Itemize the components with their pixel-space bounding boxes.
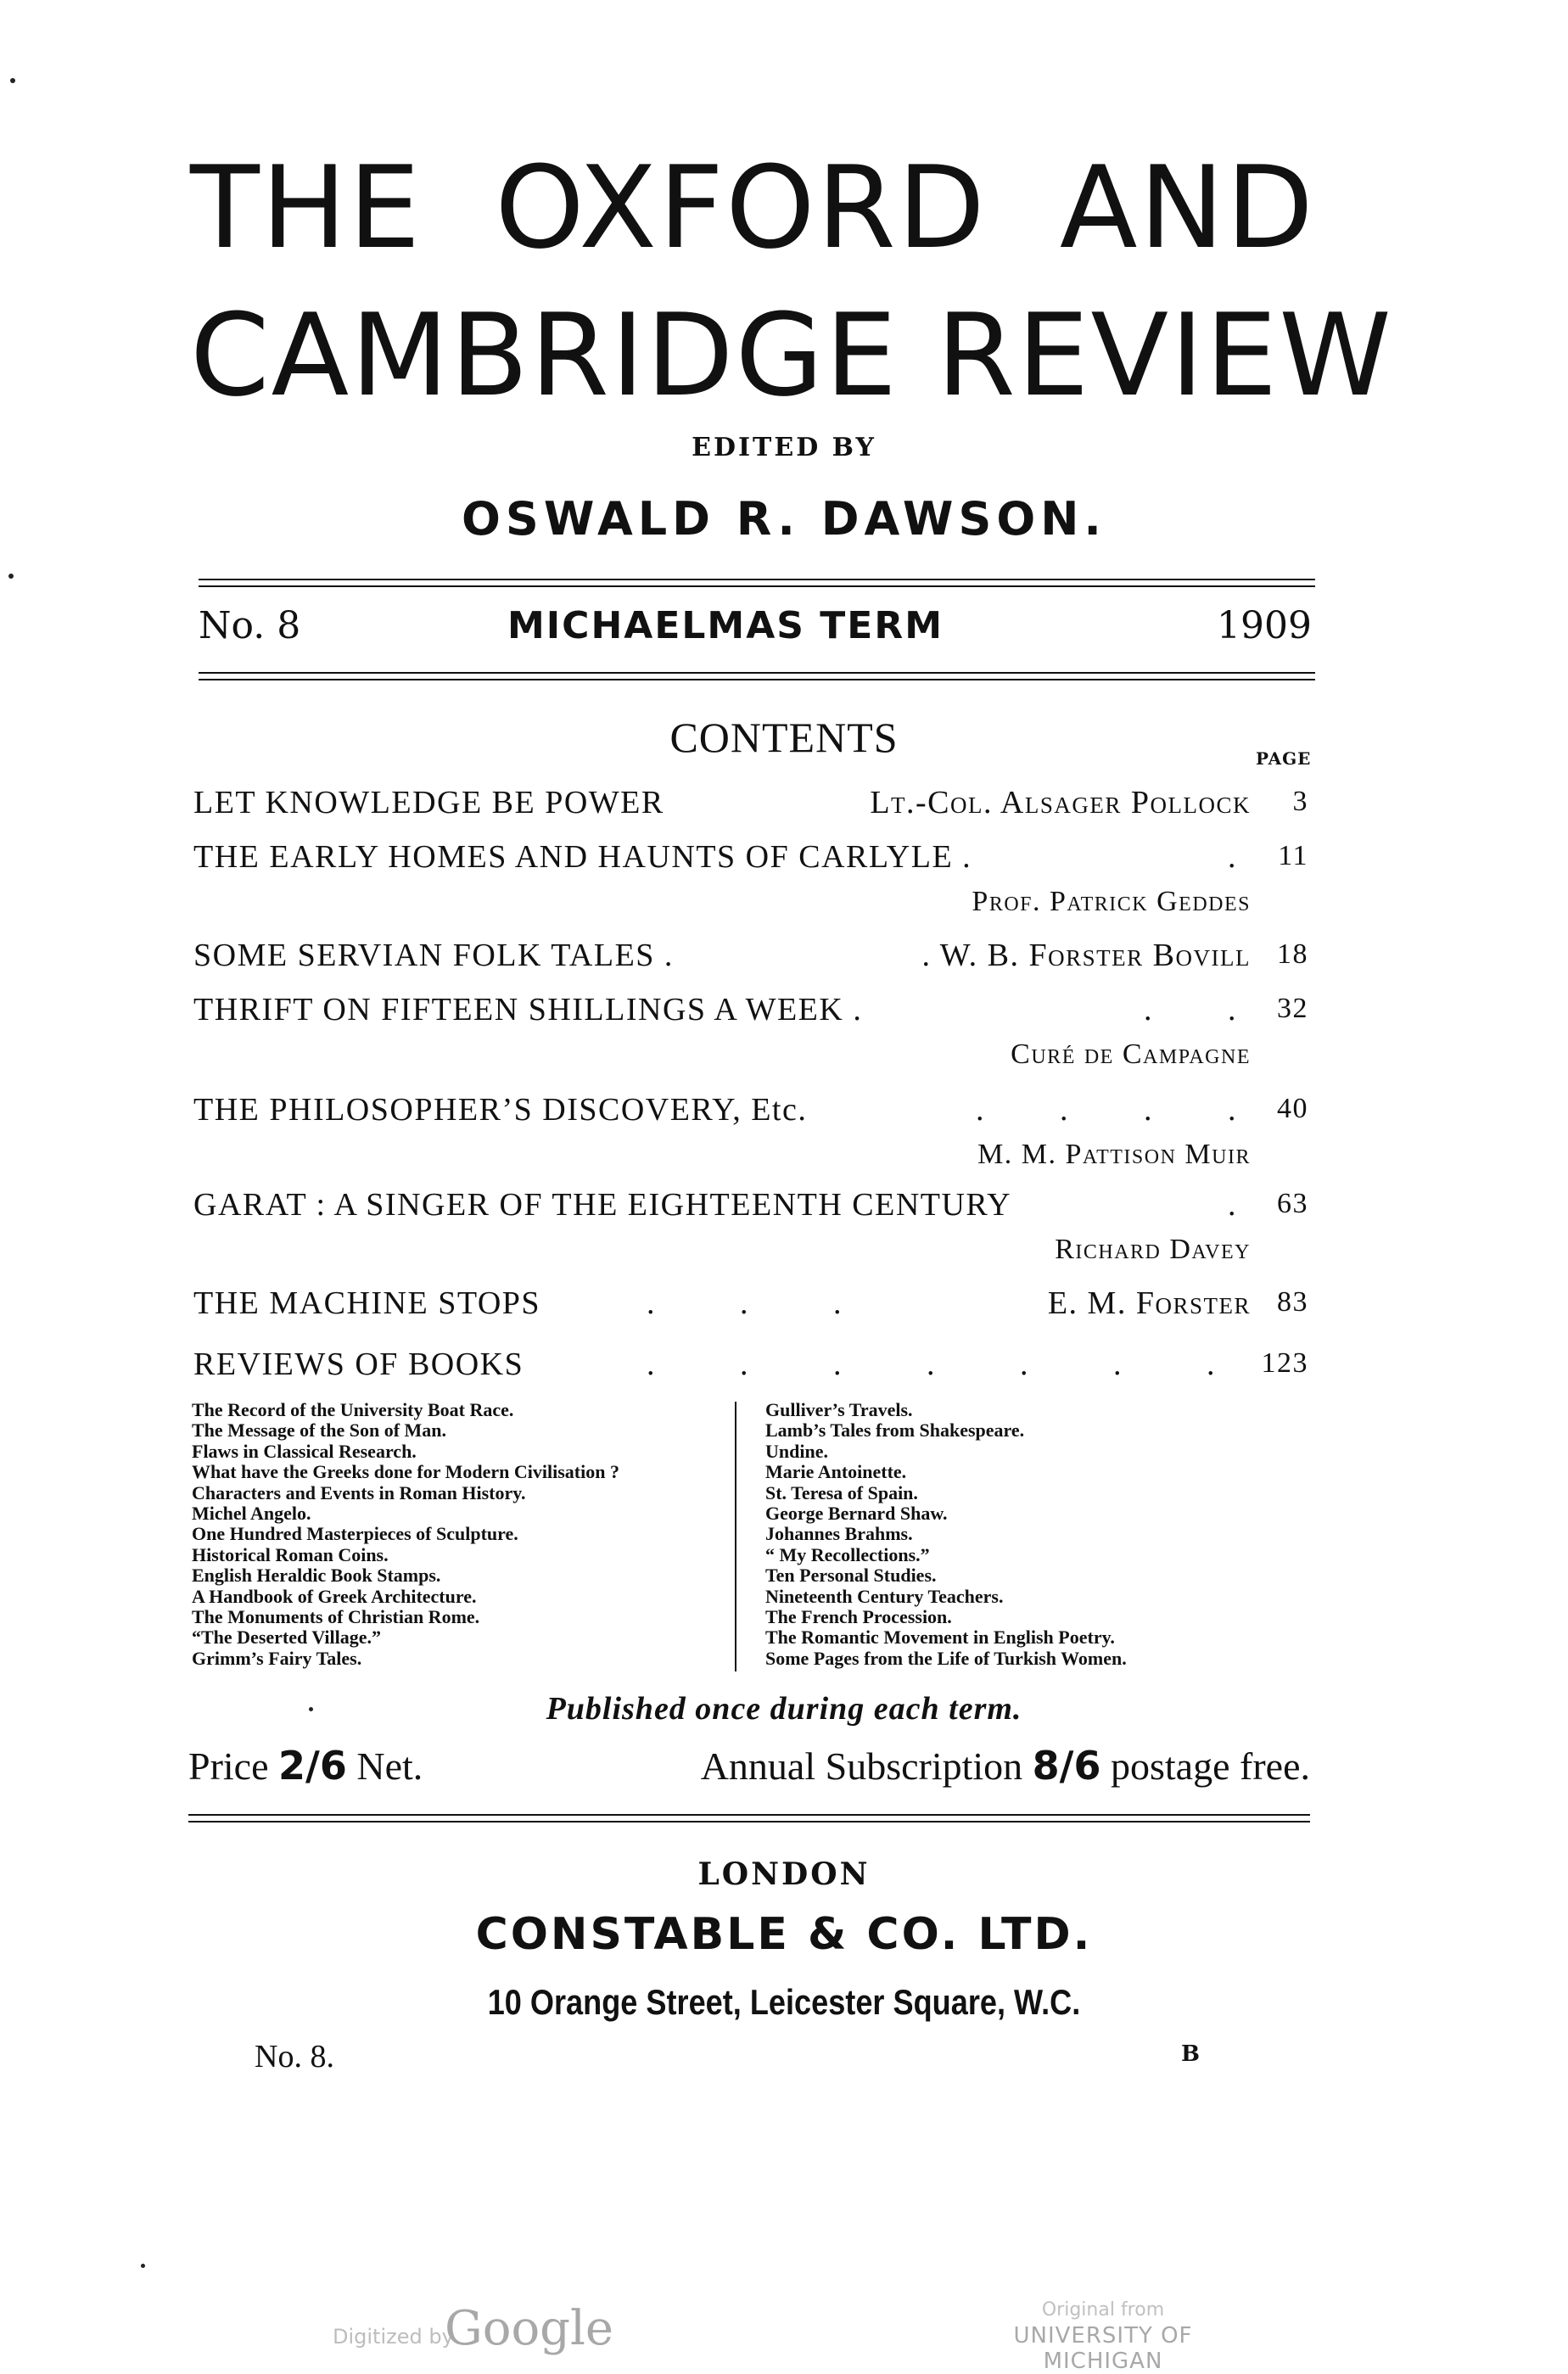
toc-entry-page: 32 — [1277, 993, 1308, 1024]
toc-entry-title: THE PHILOSOPHER’S DISCOVERY, Etc. — [193, 1092, 808, 1128]
masthead-word-the: THE — [190, 142, 423, 274]
list-item: Some Pages from the Life of Turkish Women. — [765, 1647, 1127, 1669]
toc-entry-page: 123 — [1261, 1347, 1308, 1379]
leader-dots: . . . . . . . — [647, 1347, 1216, 1382]
toc-entry-page: 63 — [1277, 1188, 1308, 1219]
list-item: Marie Antoinette. — [765, 1461, 907, 1483]
issue-number: No. 8 — [199, 604, 301, 647]
toc-entry-title: GARAT : A SINGER OF THE EIGHTEENTH CENTURY — [193, 1187, 1012, 1223]
toc-entry-title: REVIEWS OF BOOKS — [193, 1347, 524, 1382]
subscription — [701, 1743, 1310, 1789]
list-item: Undine. — [765, 1440, 828, 1462]
rule-bottom-2 — [199, 679, 1315, 680]
subscription-amount: 8/6 — [1032, 1743, 1101, 1789]
list-item: “The Deserted Village.” — [192, 1627, 382, 1649]
issue-line — [199, 604, 1312, 663]
toc-entry-page: 3 — [1292, 786, 1308, 817]
toc-entry-author: . W. B. Forster Bovill — [921, 938, 1251, 973]
list-item: Historical Roman Coins. — [192, 1543, 389, 1565]
masthead-line-2: CAMBRIDGE REVIEW — [190, 289, 1393, 422]
list-item: Ten Personal Studies. — [765, 1565, 937, 1587]
list-item: Characters and Events in Roman History. — [192, 1481, 526, 1503]
leader-dots: . . . . — [976, 1092, 1237, 1128]
scan-speck — [309, 1707, 313, 1711]
list-item: One Hundred Masterpieces of Sculpture. — [192, 1523, 518, 1545]
list-item: St. Teresa of Spain. — [765, 1481, 918, 1503]
rule-bottom-1 — [199, 672, 1315, 674]
toc-entry-author: Prof. Patrick Geddes — [972, 886, 1251, 917]
page-column-heading: PAGE — [1256, 748, 1312, 769]
reviews-right-column — [765, 1400, 1127, 1669]
price-suffix: Net. — [356, 1744, 423, 1788]
toc-entry-page: 83 — [1277, 1286, 1308, 1318]
list-item: Grimm’s Fairy Tales. — [192, 1647, 362, 1669]
subscription-label: Annual Subscription — [700, 1744, 1023, 1788]
list-item: What have the Greeks done for Modern Civilisation ? — [192, 1461, 619, 1483]
list-item: The Message of the Son of Man. — [192, 1419, 447, 1442]
toc-entry-author: Curé de Campagne — [1011, 1039, 1251, 1070]
toc-entry-title: THE EARLY HOMES AND HAUNTS OF CARLYLE . — [193, 839, 972, 875]
scan-speck — [141, 2264, 145, 2268]
list-item: The Monuments of Christian Rome. — [192, 1606, 480, 1628]
contents-heading: CONTENTS — [669, 714, 899, 761]
leader-dots: . . . — [647, 1285, 843, 1321]
google-logo: Google — [445, 2301, 614, 2356]
list-item: Michel Angelo. — [192, 1503, 311, 1525]
reviews-left-column — [192, 1400, 619, 1669]
rule-top-1 — [199, 579, 1315, 580]
edited-by-label: EDITED BY — [692, 433, 876, 462]
toc-entry-author: Lt.-Col. Alsager Pollock — [870, 785, 1251, 820]
toc-entry-title: SOME SERVIAN FOLK TALES . — [193, 938, 674, 973]
toc-entry-author: Richard Davey — [1055, 1234, 1251, 1265]
rule-top-2 — [199, 585, 1315, 587]
leader-dots: . — [1228, 1187, 1237, 1223]
price-label: Price — [188, 1744, 269, 1788]
toc-entry-title: LET KNOWLEDGE BE POWER — [193, 785, 664, 820]
masthead-word-and: AND — [1059, 142, 1315, 274]
leader-dots: . . — [1144, 992, 1237, 1027]
footer-issue-number: No. 8. — [255, 2039, 334, 2074]
subscription-suffix: postage free. — [1111, 1744, 1310, 1788]
list-item: Lamb’s Tales from Shakespeare. — [765, 1419, 1025, 1442]
toc-entry-page: 11 — [1278, 840, 1308, 871]
price-amount: 2/6 — [278, 1743, 347, 1789]
masthead-word-oxford: OXFORD — [495, 142, 987, 274]
list-item: George Bernard Shaw. — [765, 1503, 948, 1525]
list-item: Gulliver’s Travels. — [765, 1399, 913, 1420]
list-item: The Romantic Movement in English Poetry. — [765, 1627, 1115, 1649]
toc-entry-title: THE MACHINE STOPS — [193, 1285, 541, 1321]
toc-entry-page: 40 — [1277, 1093, 1308, 1124]
signature-mark: B — [1181, 2041, 1200, 2067]
rule-imprint-2 — [188, 1821, 1310, 1822]
issue-year: 1909 — [1217, 604, 1312, 647]
imprint-city: LONDON — [697, 1856, 871, 1892]
list-item: The Record of the University Boat Race. — [192, 1399, 514, 1420]
toc-entry-author: E. M. Forster — [1047, 1285, 1251, 1321]
toc-entry-page: 18 — [1277, 938, 1308, 970]
toc-entry-title: THRIFT ON FIFTEEN SHILLINGS A WEEK . — [193, 992, 863, 1027]
column-divider — [735, 1402, 736, 1671]
list-item: “ My Recollections.” — [765, 1543, 930, 1565]
imprint-publisher: CONSTABLE & CO. LTD. — [475, 1909, 1093, 1960]
original-from-label: Original from — [1041, 2299, 1165, 2321]
list-item: A Handbook of Greek Architecture. — [192, 1585, 477, 1607]
scan-speck — [8, 574, 14, 579]
list-item: The French Procession. — [765, 1606, 952, 1628]
institution-name[interactable]: UNIVERSITY OF MICHIGAN — [1013, 2323, 1193, 2374]
digitized-by-label: Digitized by — [333, 2325, 454, 2349]
rule-imprint-1 — [188, 1814, 1310, 1816]
leader-dots: . — [1228, 839, 1237, 875]
price — [188, 1743, 423, 1789]
editor-name: OSWALD R. DAWSON. — [462, 492, 1106, 546]
masthead-line-1 — [190, 142, 1315, 274]
list-item: Nineteenth Century Teachers. — [765, 1585, 1004, 1607]
publication-note: Published once during each term. — [546, 1691, 1022, 1727]
list-item: English Heraldic Book Stamps. — [192, 1565, 441, 1587]
toc-entry-author: M. M. Pattison Muir — [977, 1139, 1251, 1170]
list-item: Flaws in Classical Research. — [192, 1440, 417, 1462]
scan-speck — [10, 78, 15, 83]
issue-term: MICHAELMAS TERM — [507, 604, 944, 647]
list-item: Johannes Brahms. — [765, 1523, 913, 1545]
imprint-address: 10 Orange Street, Leicester Square, W.C. — [487, 1982, 1081, 2022]
